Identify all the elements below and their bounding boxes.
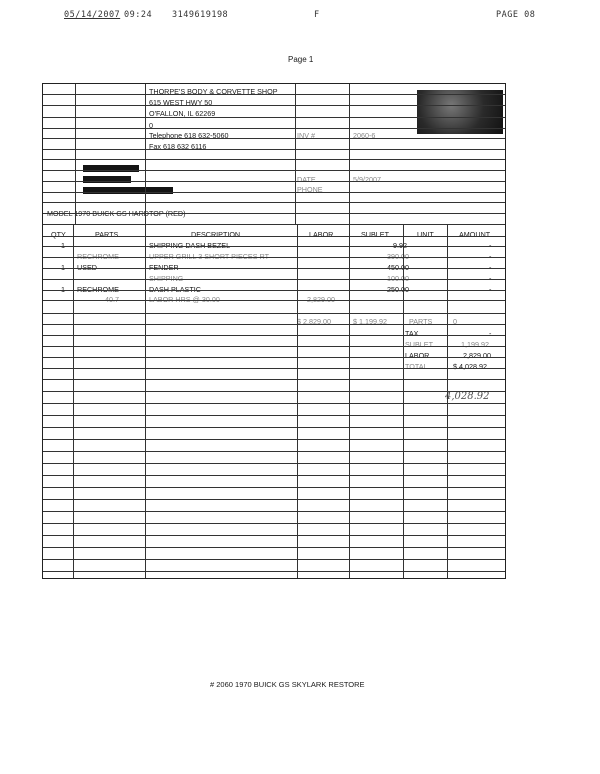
form-row-line [43,523,505,524]
vehicle-model: MODEL 1970 BUICK GS HARDTOP (RED) [47,209,186,218]
page-label: Page 1 [288,55,314,64]
row2-amount: - [489,252,492,261]
row5-description: DASH PLASTIC [149,285,201,294]
form-row-line [43,246,505,247]
form-row-line [43,368,505,369]
fax-time: 09:24 [124,10,153,20]
form-row-line [43,170,505,171]
form-row-line [43,335,505,336]
total-parts-value: 0 [453,317,457,326]
form-row-line [43,159,505,160]
form-column-line [75,84,76,224]
shop-name: THORPE'S BODY & CORVETTE SHOP [149,87,278,96]
row6-description: LABOR HRS @ 30.00 [149,295,220,304]
shop-address-line1: 615 WEST HWY 50 [149,98,213,107]
form-row-line [43,224,505,225]
form-row-line [43,547,505,548]
form-row-line [43,463,505,464]
col-header-description: DESCRIPTION [191,230,241,239]
total-parts-label: PARTS [409,317,433,326]
summary-total-label: TOTAL [405,362,428,371]
form-row-line [43,439,505,440]
total-sublet: $ 1,199.92 [353,317,387,326]
date-value: 5/9/2007 [353,175,381,184]
shop-address-line3: 0 [149,121,153,130]
shop-telephone: Telephone 618 632-5060 [149,131,229,140]
row3-sublet: 450.00 [387,263,409,272]
form-row-line [43,138,505,139]
form-row-line [43,202,505,203]
summary-tax-value: - [489,329,492,338]
form-row-line [43,391,505,392]
summary-sublet-value: 1,199.92 [461,340,489,349]
row5-sublet: 250.00 [387,285,409,294]
form-row-line [43,213,505,214]
form-row-line [43,559,505,560]
form-row-line [43,535,505,536]
footer-caption: # 2060 1970 BUICK GS SKYLARK RESTORE [210,680,365,689]
phone-label: PHONE [297,185,323,194]
form-row-line [43,451,505,452]
form-column-line [349,224,350,578]
form-row-line [43,290,505,291]
row1-description: SHIPPING DASH BEZEL [149,241,231,250]
form-column-line [145,84,146,578]
row1-qty: 1 [61,241,65,250]
form-row-line [43,128,505,129]
col-header-unit: UNIT [417,230,434,239]
form-row-line [43,181,505,182]
row2-sublet: 390.00 [387,252,409,261]
form-row-line [43,415,505,416]
form-column-line [403,224,404,578]
form-row-line [43,511,505,512]
form-row-line [43,346,505,347]
col-header-labor: LABOR [309,230,334,239]
invoice-form [42,83,506,579]
fax-code: F [314,10,320,20]
form-column-line [295,84,296,224]
form-row-line [43,192,505,193]
form-row-line [43,279,505,280]
col-header-amount: AMOUNT [459,230,491,239]
form-row-line [43,94,505,95]
invoice-number: 2060-6 [353,131,376,140]
row1-amount: - [489,241,492,250]
handwritten-total: 4,028.92 [445,391,490,402]
row3-description: FENDER [149,263,179,272]
form-row-line [43,475,505,476]
summary-sublet-label: SUBLET [405,340,433,349]
shop-fax: Fax 618 632 6116 [149,142,207,151]
row4-sublet: 100.00 [387,274,409,283]
col-header-parts: PARTS [95,230,119,239]
row6-parts: 40.7 [105,295,119,304]
row5-amount: - [489,285,492,294]
form-row-line [43,324,505,325]
summary-labor-label: LABOR [405,351,430,360]
row3-qty: 1 [61,263,65,272]
row4-amount: - [489,274,492,283]
form-row-line [43,105,505,106]
row4-description: SHIPPING [149,274,184,283]
form-row-line [43,149,505,150]
form-column-line [447,224,448,578]
summary-labor-value: 2,829.00 [463,351,491,360]
form-row-line [43,268,505,269]
form-row-line [43,427,505,428]
row2-parts: RECHROME [77,252,119,261]
invoice-label: INV # [297,131,315,140]
form-column-line [297,224,298,578]
form-row-line [43,487,505,488]
row5-parts: RECHROME [77,285,119,294]
form-row-line [43,300,505,301]
fax-phone: 3149619198 [172,10,229,20]
row1-sublet: 9.92 [393,241,407,250]
form-row-line [43,313,505,314]
form-row-line [43,236,505,237]
summary-total-value: $ 4,028.92 [453,362,487,371]
total-labor: $ 2,829.00 [297,317,331,326]
form-row-line [43,357,505,358]
form-row-line [43,571,505,572]
summary-tax-label: TAX [405,329,419,338]
form-column-line [73,224,74,578]
col-header-sublet: SUBLET [361,230,389,239]
row6-labor: 2,829.00 [307,295,335,304]
form-row-line [43,499,505,500]
date-label: DATE [297,175,316,184]
row5-qty: 1 [61,285,65,294]
fax-date: 05/14/2007 [64,10,121,20]
shop-address-line2: O'FALLON, IL 62269 [149,109,216,118]
form-column-line [349,84,350,224]
row3-parts: USED [77,263,97,272]
form-row-line [43,403,505,404]
row2-description: UPPER GRILL 3 SHORT PIECES RT [149,252,269,261]
row3-amount: - [489,263,492,272]
col-header-qty: QTY [51,230,66,239]
form-row-line [43,379,505,380]
form-row-line [43,257,505,258]
fax-page-number: PAGE 08 [496,10,536,20]
form-row-line [43,117,505,118]
